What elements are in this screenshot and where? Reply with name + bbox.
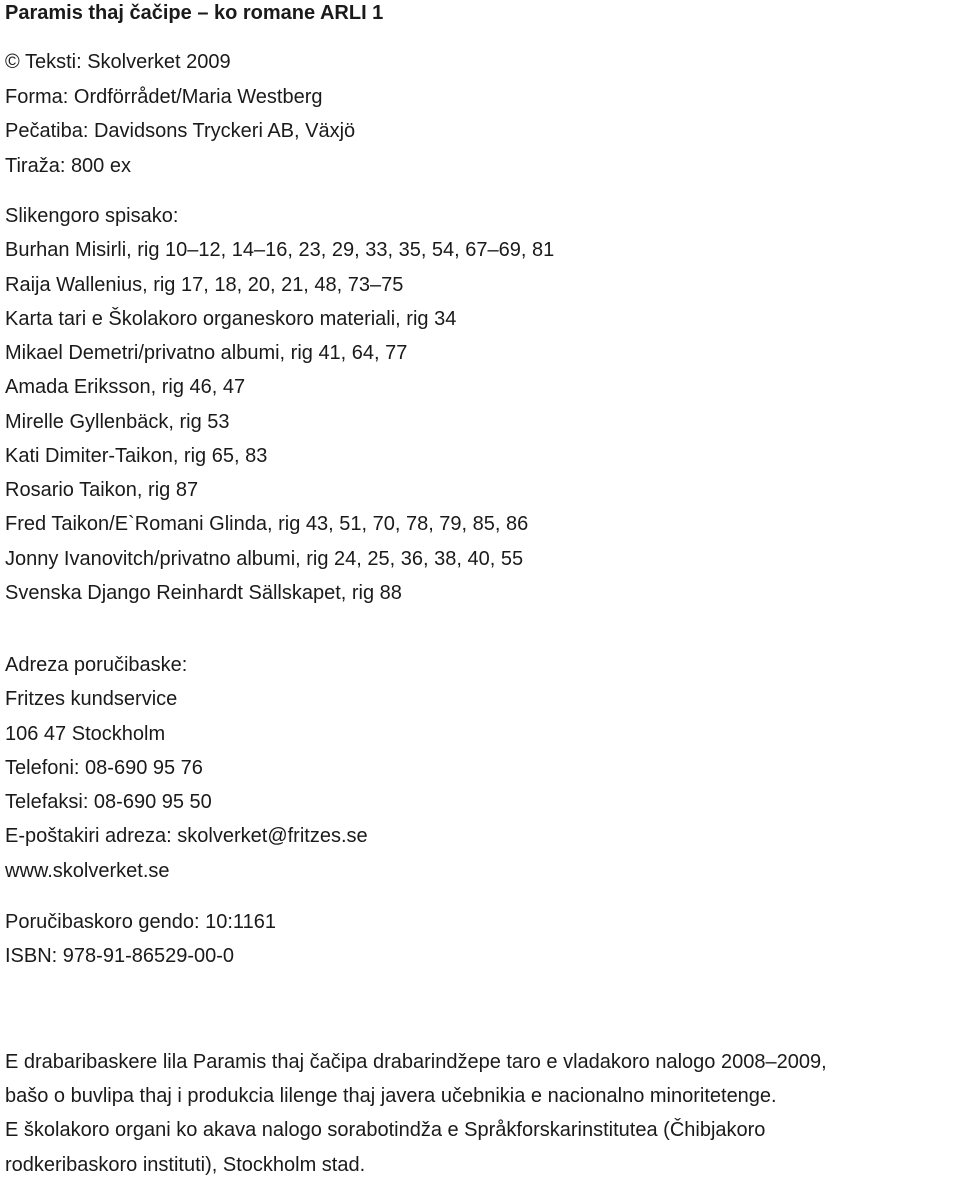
page-title: Paramis thaj čačipe – ko romane ARLI 1 (5, 2, 384, 24)
list-item: Burhan Misirli, rig 10–12, 14–16, 23, 29, 33, 35, 54, 67–69, 81 (5, 239, 555, 262)
list-item: Raija Wallenius, rig 17, 18, 20, 21, 48, 73–75 (5, 273, 404, 296)
notes-line: E školakoro organi ko akava nalogo sorabotindža e Språkforskarinstitutea (Čhibjakoro (5, 1119, 766, 1142)
email-address: E-poštakiri adreza: skolverket@fritzes.se (5, 825, 368, 848)
postal-city: 106 47 Stockholm (5, 722, 166, 745)
publication-info (5, 45, 355, 183)
notes-line: E drabaribaskere lila Paramis thaj čačipa drabarindžepe taro e vladakoro nalogo 2008–2009, (5, 1051, 827, 1073)
website-link: www.skolverket.se (5, 859, 170, 882)
order-address (5, 648, 368, 888)
order-number: Poručibaskoro gendo: 10:1161 (5, 911, 276, 933)
company-name: Fritzes kundservice (5, 688, 178, 711)
image-credits (5, 199, 554, 610)
print-credit: Pečatiba: Davidsons Tryckeri AB, Växjö (5, 120, 356, 142)
order-address-heading: Adreza poručibaske: (5, 654, 188, 676)
list-item: Rosario Taikon, rig 87 (5, 479, 199, 501)
list-item: Mirelle Gyllenbäck, rig 53 (5, 410, 230, 433)
list-item: Jonny Ivanovitch/privatno albumi, rig 24, 25, 36, 38, 40, 55 (5, 547, 524, 570)
copyright-icon: © (5, 51, 20, 73)
fax-number: Telefaksi: 08-690 95 50 (5, 791, 212, 814)
phone-number: Telefoni: 08-690 95 76 (5, 756, 203, 779)
list-item: Mikael Demetri/privatno albumi, rig 41, 64, 77 (5, 342, 408, 364)
list-item: Svenska Django Reinhardt Sällskapet, rig 88 (5, 581, 402, 604)
list-item: Karta tari e Školakoro organeskoro materiali, rig 34 (5, 307, 457, 330)
text-credit (5, 45, 355, 80)
edition-info: Tiraža: 800 ex (5, 154, 131, 177)
identifiers (5, 906, 276, 973)
notes-paragraph (5, 1045, 827, 1182)
text-credit-label: Teksti: Skolverket 2009 (24, 51, 231, 73)
list-item: Fred Taikon/E`Romani Glinda, rig 43, 51, 70, 78, 79, 85, 86 (5, 513, 529, 536)
image-credits-heading: Slikengoro spisako: (5, 205, 179, 227)
notes-line: rodkeribaskoro instituti), Stockholm stad. (5, 1153, 366, 1176)
isbn: ISBN: 978-91-86529-00-0 (5, 944, 235, 967)
list-item: Amada Eriksson, rig 46, 47 (5, 376, 246, 399)
list-item: Kati Dimiter-Taikon, rig 65, 83 (5, 444, 268, 467)
form-credit: Forma: Ordförrådet/Maria Westberg (5, 85, 323, 108)
notes-line: bašo o buvlipa thaj i produkcia lilenge thaj javera učebnikia e nacionalno minoritetenge. (5, 1085, 777, 1108)
